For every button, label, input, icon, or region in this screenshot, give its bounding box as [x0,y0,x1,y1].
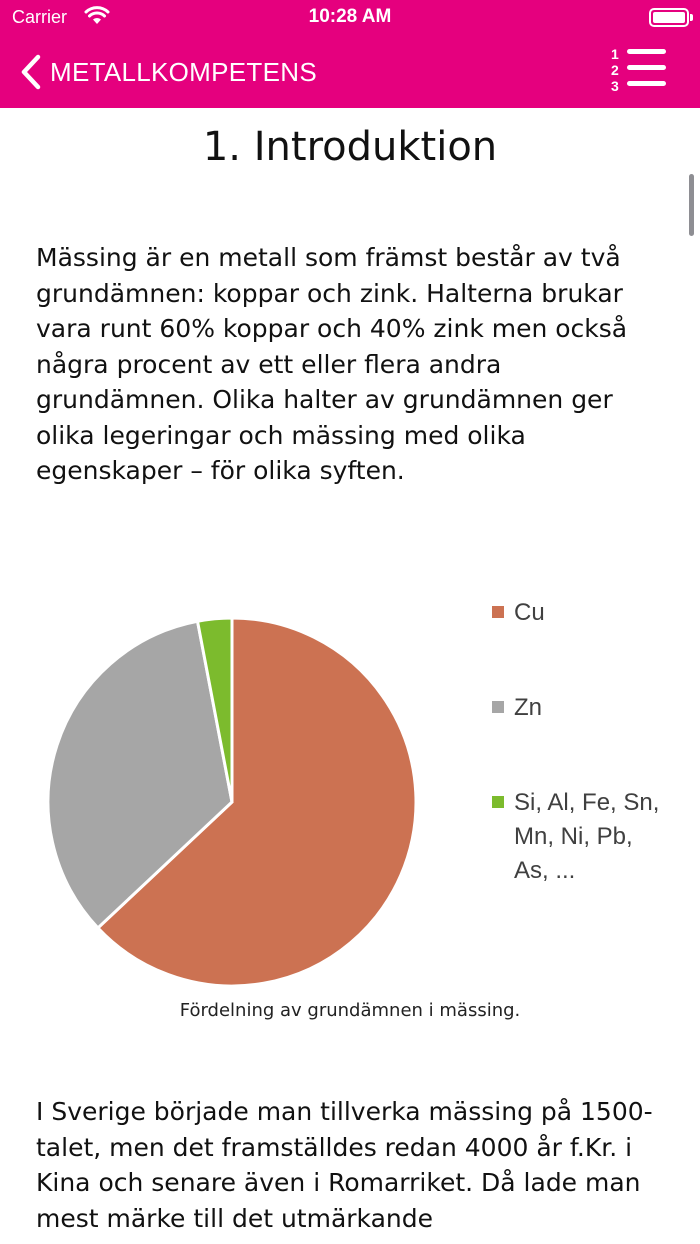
legend-item-other [492,786,674,888]
legend-swatch-zn [492,701,504,713]
page-title: 1. Introduktion [202,124,498,170]
navigation-header [0,0,700,108]
intro-paragraph: Mässing är en metall som främst består av två grundämnen: koppar och zink. Halterna brukar vara runt 60% koppar och 40% zink men också några procent av ett eller flera andra grundämnen. Olika halter av grundämnen ger olika legeringar och mässing med olika egenskaper – för olika syften. [36,243,628,485]
legend-label-cu: Cu [514,599,545,626]
chart-caption: Fördelning av grundämnen i mässing. [179,1000,521,1021]
svg-text:2: 2 [611,62,619,78]
legend-label-other-line-1: Si, Al, Fe, Sn, [514,789,660,816]
back-button-label: METALLKOMPETENS [50,56,317,87]
article-content[interactable] [0,108,700,1244]
legend-swatch-cu [492,606,504,618]
legend-swatch-other [492,796,504,808]
clock: 10:28 AM [308,6,392,27]
chevron-left-icon [18,53,44,91]
status-bar [0,0,700,36]
carrier-label: Carrier [12,7,68,27]
back-button[interactable] [18,52,317,92]
svg-text:1: 1 [611,46,619,62]
history-paragraph: I Sverige började man tillverka mässing på 1500-talet, men det framställdes redan 4000 år f.Kr. i Kina och senare även i Romarriket. Då lade man mest märke till det utmärkande [36,1097,653,1233]
scroll-indicator[interactable] [689,174,694,236]
svg-text:3: 3 [611,78,619,94]
legend-label-other [514,786,674,888]
battery-icon [649,8,689,27]
legend-label-other-line-2: Mn, Ni, Pb, [514,823,633,850]
legend-item-zn [492,691,674,725]
table-of-contents-icon[interactable] [610,46,668,94]
legend-item-cu [492,596,674,630]
legend-label-zn: Zn [514,694,543,721]
legend-label-other-line-3: As, ... [514,857,576,884]
